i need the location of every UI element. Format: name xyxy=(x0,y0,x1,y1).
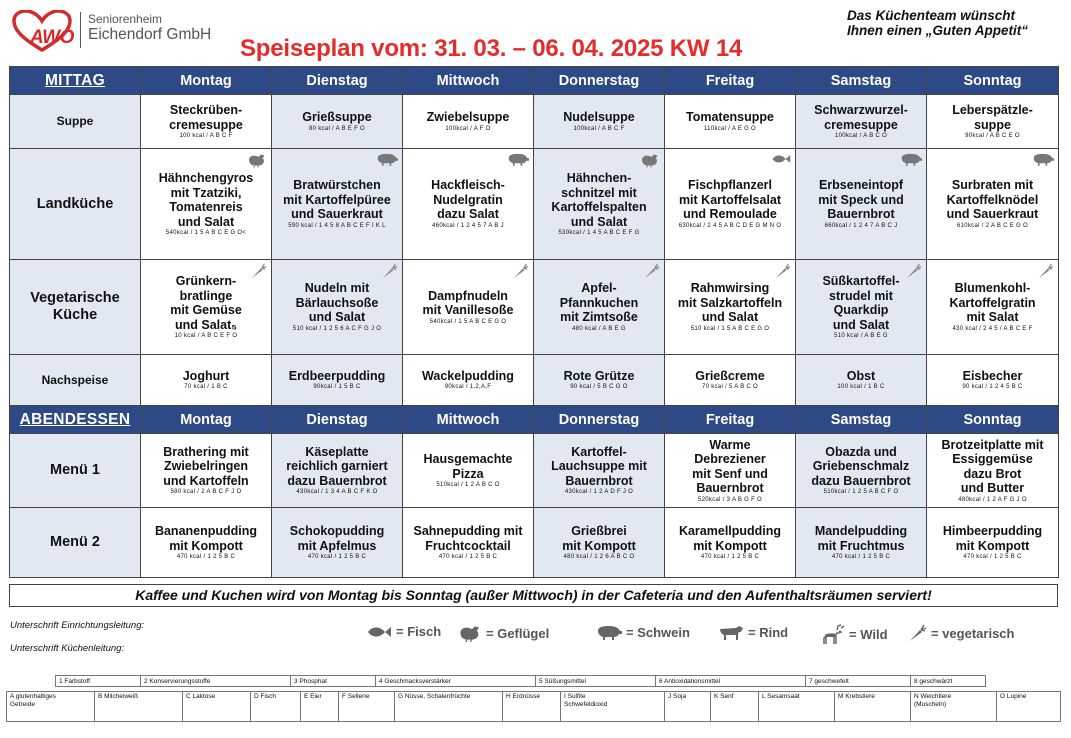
deer-icon xyxy=(821,624,845,644)
day-header: Freitag xyxy=(665,67,796,95)
logo-text: AWO xyxy=(30,27,74,48)
allergen-cell xyxy=(665,692,711,722)
menu-row xyxy=(10,260,1059,355)
section-label: ABENDESSEN xyxy=(10,406,141,434)
kcal-allergens: 100 kcal / A B C F xyxy=(179,133,233,139)
allergen-cell xyxy=(251,692,301,722)
kcal-allergens: 100kcal / A B C O xyxy=(834,133,888,139)
legend-beef-label: = Rind xyxy=(748,624,789,640)
kcal-allergens: 80 kcal / A B E F O xyxy=(308,125,366,132)
org-name-line1: Seniorenheim xyxy=(88,12,163,26)
cow-icon xyxy=(718,624,744,640)
day-header: Samstag xyxy=(796,67,927,95)
allergen-cell xyxy=(997,692,1061,722)
dish-name: Wackelpudding xyxy=(422,368,514,383)
menu-cell xyxy=(403,508,534,578)
carrot-icon xyxy=(644,263,660,284)
dish-name: Sahnepudding mit Fruchtcocktail xyxy=(413,524,523,553)
dish-name: Rahmwirsing mit Salzkartoffeln und Salat xyxy=(677,281,783,325)
kcal-allergens: 580 kcal / 2 A B C F J O xyxy=(170,489,242,496)
menu-cell xyxy=(141,260,272,355)
kcal-allergens: 90 kcal / 5 B C G O xyxy=(570,384,628,391)
kcal-allergens: 430 kcal / 2 4 5 / A B C E F xyxy=(952,325,1033,332)
dish-name: Obst xyxy=(846,368,876,383)
kcal-allergens: 590 kcal / 1 4 5 8 A B C E F I K L xyxy=(288,222,386,229)
dish-name: Steckrüben- cremesuppe xyxy=(169,103,243,132)
menu-cell xyxy=(927,260,1059,355)
allergen-cell xyxy=(95,692,183,722)
dish-name: Surbraten mit Kartoffelknödel und Sauerkraut xyxy=(946,178,1039,222)
allergen-cell xyxy=(911,692,997,722)
dish-name: Bananenpudding mit Kompott xyxy=(154,524,258,553)
kcal-allergens: 540kcal / 1 5 A B C E G O< xyxy=(165,230,247,236)
allergen-text: O Lupine xyxy=(1000,693,1027,700)
menu-cell xyxy=(796,355,927,406)
row-label: Nachspeise xyxy=(10,355,141,406)
additive-cell: 3 Phosphat xyxy=(291,676,376,687)
dish-name: Käseplatte reichlich garniert dazu Bauernbrot xyxy=(286,444,388,488)
signature-kitchen-label: Unterschrift Küchenleitung: xyxy=(10,643,125,654)
menu-cell xyxy=(403,260,534,355)
dish-name: Leberspätzle- suppe xyxy=(952,103,1033,132)
menu-cell xyxy=(272,355,403,406)
kcal-allergens: 470 kcal / 1 2 5 B C xyxy=(176,554,236,560)
dish-name: Joghurt xyxy=(182,368,230,383)
kcal-allergens: 480kcal / 1 2 A F G J O xyxy=(958,496,1027,503)
kcal-allergens: 510 kcal / 1 5 A B C E G O xyxy=(690,325,770,332)
carrot-icon xyxy=(382,263,398,284)
carrot-icon xyxy=(906,263,922,284)
day-header: Mittwoch xyxy=(403,406,534,434)
allergen-text: I Sulfite xyxy=(564,693,586,700)
dish-name: Karamellpudding mit Kompott xyxy=(678,524,782,553)
day-header: Sonntag xyxy=(927,406,1059,434)
menu-cell xyxy=(796,260,927,355)
menu-cell xyxy=(665,95,796,149)
menu-cell xyxy=(927,508,1059,578)
dish-name: Warme Debreziener mit Senf und Bauernbrot xyxy=(692,437,768,495)
carrot-icon xyxy=(513,263,529,284)
menu-cell xyxy=(272,149,403,260)
menu-row xyxy=(10,508,1059,578)
logo-divider xyxy=(80,12,81,48)
pig-icon xyxy=(376,152,398,171)
allergen-cell xyxy=(835,692,911,722)
abend-header-row xyxy=(10,406,1059,434)
additives-table xyxy=(55,675,986,687)
legend-veg xyxy=(909,624,1014,642)
allergen-text: K Senf xyxy=(714,693,734,700)
chicken-icon xyxy=(458,624,482,642)
dish-name: Brathering mit Zwiebelringen und Kartoffeln xyxy=(163,444,249,488)
menu-cell xyxy=(534,508,665,578)
dish-name: Kartoffel- Lauchsuppe mit Bauernbrot xyxy=(551,444,647,488)
menu-row xyxy=(10,95,1059,149)
menu-row xyxy=(10,434,1059,508)
legend-fish xyxy=(366,624,441,639)
carrot-icon xyxy=(909,624,927,642)
menu-cell xyxy=(534,355,665,406)
dish-name: Schwarzwurzel- cremesuppe xyxy=(814,103,908,132)
menu-cell xyxy=(927,355,1059,406)
menu-cell xyxy=(796,508,927,578)
section-label: MITTAG xyxy=(10,67,141,95)
kcal-allergens: 520kcal / 3 A B G F O xyxy=(698,496,762,503)
day-header: Donnerstag xyxy=(534,67,665,95)
additive-cell: 4 Geschmacksverstärker xyxy=(376,676,536,687)
kcal-allergens: 90kcal / 1,2,A,F xyxy=(444,384,492,391)
menu-table xyxy=(9,66,1059,578)
awo-logo xyxy=(12,10,232,52)
kcal-allergens: 470 kcal / 1 2 5 B C xyxy=(700,554,760,560)
kcal-allergens: 540kcal / 1 5 A B C E G O xyxy=(429,318,507,325)
fish-icon xyxy=(366,625,392,639)
dish-name: Grießsuppe xyxy=(302,110,372,125)
legend-poultry-label: = Geflügel xyxy=(486,625,550,641)
row-label: Menü 1 xyxy=(10,434,141,508)
menu-cell xyxy=(665,355,796,406)
kcal-allergens: 470 kcal / 1 2 5 B C xyxy=(307,554,367,560)
allergen-cell xyxy=(183,692,251,722)
menu-cell xyxy=(665,260,796,355)
menu-cell xyxy=(272,260,403,355)
allergen-cell xyxy=(395,692,503,722)
dish-name: Hackfleisch- Nudelgratin dazu Salat xyxy=(431,178,505,222)
menu-cell xyxy=(141,355,272,406)
legend-fish-label: = Fisch xyxy=(396,624,442,639)
kcal-allergens: 470 kcal / 1 2 5 B C xyxy=(963,554,1022,560)
allergen-text: F Sellerie xyxy=(342,693,370,700)
kcal-allergens: 90 kcal / 1 2 4 5 B C xyxy=(962,384,1023,391)
menu-cell xyxy=(534,149,665,260)
dish-name: Eisbecher xyxy=(962,368,1023,383)
dish-name: Nudelsuppe xyxy=(563,110,635,125)
allergen-text: M Krebstiere xyxy=(838,693,875,700)
allergen-cell xyxy=(503,692,561,722)
meat-legend xyxy=(366,624,1056,648)
legend-beef xyxy=(718,624,788,640)
dish-name: Blumenkohl- Kartoffelgratin mit Salat xyxy=(949,281,1036,325)
greeting xyxy=(847,8,1067,38)
legend-game-label: = Wild xyxy=(849,626,888,642)
menu-cell xyxy=(927,149,1059,260)
allergen-text: E Eier xyxy=(304,693,322,700)
menu-row xyxy=(10,355,1059,406)
allergen-text: N Weichtiere xyxy=(914,693,952,700)
legend-game xyxy=(821,624,888,644)
dish-name: Bratwürstchen mit Kartoffelpüree und Sauerkraut xyxy=(283,178,391,222)
org-name-line2: Eichendorf GmbH xyxy=(88,26,212,43)
allergen-cell xyxy=(711,692,759,722)
additive-cell: 6 Antioxidationsmittel xyxy=(656,676,806,687)
kcal-allergens: 460kcal / 1 2 4 5 7 A B J xyxy=(432,222,504,229)
kcal-allergens: 110kcal / A E G O xyxy=(703,125,756,132)
allergen-cell xyxy=(7,692,95,722)
mittag-header-row xyxy=(10,67,1059,95)
day-header: Dienstag xyxy=(272,67,403,95)
row-label: Landküche xyxy=(10,149,141,260)
dish-name: Tomatensuppe xyxy=(686,110,774,125)
additive-cell: 7 geschwefelt xyxy=(806,676,911,687)
additive-cell: 1 Farbstoff xyxy=(56,676,141,687)
kcal-allergens: 70 kcal / 5 A B C O xyxy=(701,384,759,391)
kcal-allergens: 430kcal / 1 2 A D F J O xyxy=(564,489,634,496)
allergen-text: D Fisch xyxy=(254,693,277,700)
allergens-table xyxy=(6,691,1061,722)
dish-name: Grießcreme xyxy=(695,368,765,383)
dish-name: Grießbrei mit Kompott xyxy=(562,524,636,553)
chicken-icon xyxy=(640,152,660,173)
day-header: Donnerstag xyxy=(534,406,665,434)
legend-poultry xyxy=(458,624,549,642)
dish-name: Erdbeerpudding xyxy=(288,368,386,383)
chicken-icon xyxy=(247,152,267,173)
additive-cell: 8 geschwärzt xyxy=(911,676,986,687)
allergen-text: G Nüsse, Schalenfrüchte xyxy=(398,693,471,700)
kcal-allergens: 510 kcal / A B E G xyxy=(834,333,888,339)
page-title: Speiseplan vom: 31. 03. – 06. 04. 2025 KW 14 xyxy=(240,35,743,62)
menu-cell xyxy=(403,355,534,406)
legend-veg-label: = vegetarisch xyxy=(931,625,1015,641)
kcal-allergens: 100kcal / A B C F xyxy=(573,125,625,132)
cafe-notice: Kaffee und Kuchen wird von Montag bis Sonntag (außer Mittwoch) in der Cafeteria und den Aufenthaltsräumen serviert! xyxy=(9,584,1058,607)
dish-name: Süßkartoffel- strudel mit Quarkdip und Salat xyxy=(822,274,900,332)
menu-cell xyxy=(927,95,1059,149)
dish-name: Hausgemachte Pizza xyxy=(423,452,513,481)
allergen-text: L Sesamsaat xyxy=(762,693,800,700)
menu-cell xyxy=(665,149,796,260)
dish-name: Zwiebelsuppe xyxy=(426,110,510,125)
pig-icon xyxy=(900,152,922,171)
day-header: Sonntag xyxy=(927,67,1059,95)
legend-pork-label: = Schwein xyxy=(626,624,690,640)
day-header: Mittwoch xyxy=(403,67,534,95)
menu-cell xyxy=(534,260,665,355)
dish-name: Grünkern- bratlinge mit Gemüse und Salat₅ xyxy=(170,274,242,332)
kcal-allergens: 510 kcal / 1 2 5 6 A C F G J O xyxy=(292,325,382,332)
legend-pork xyxy=(596,624,690,640)
menu-cell xyxy=(665,508,796,578)
pig-icon xyxy=(1032,152,1054,171)
greeting-line2: Ihnen einen „Guten Appetit“ xyxy=(847,23,1028,38)
row-label: Menü 2 xyxy=(10,508,141,578)
kcal-allergens: 660kcal / 1 2 4 7 A B C J xyxy=(824,222,898,229)
menu-cell xyxy=(403,434,534,508)
row-label: Vegetarische Küche xyxy=(10,260,141,355)
menu-cell xyxy=(796,95,927,149)
kcal-allergens: 70 kcal / 1 B C xyxy=(184,384,228,391)
menu-cell xyxy=(272,95,403,149)
dish-name: Schokopudding mit Apfelmus xyxy=(289,524,385,553)
dish-name: Obazda und Griebenschmalz dazu Bauernbrot xyxy=(811,444,911,488)
day-header: Samstag xyxy=(796,406,927,434)
signature-management-label: Unterschrift Einrichtungsleitung: xyxy=(10,620,145,631)
pig-icon xyxy=(507,152,529,171)
kcal-allergens: 470 kcal / 1 2 5 B C xyxy=(438,554,498,560)
menu-cell xyxy=(272,434,403,508)
dish-name: Rote Grütze xyxy=(563,368,635,383)
dish-name: Dampfnudeln mit Vanillesoße xyxy=(422,288,514,317)
dish-name: Nudeln mit Bärlauchsoße und Salat xyxy=(295,281,379,325)
allergen-text: Getreide xyxy=(10,701,35,708)
carrot-icon xyxy=(251,263,267,284)
additive-cell: 2 Konservierungsstoffe xyxy=(141,676,291,687)
allergen-text: B Milcheiweiß xyxy=(98,693,139,700)
menu-cell xyxy=(534,434,665,508)
menu-cell xyxy=(403,149,534,260)
kcal-allergens: 480 kcal / A B E G xyxy=(572,325,626,332)
kcal-allergens: 100 kcal / 1 B C xyxy=(837,384,885,391)
dish-name: Fischpflanzerl mit Kartoffelsalat und Remoulade xyxy=(678,178,782,222)
kcal-allergens: 530kcal / 1 4 5 A B C E F G xyxy=(558,230,640,236)
kcal-allergens: 430kcal / 1 3 4 A B C F K O xyxy=(296,489,378,496)
dish-name: Brotzeitplatte mit Essiggemüse dazu Brot und Butter xyxy=(941,437,1044,495)
menu-cell xyxy=(272,508,403,578)
menu-cell xyxy=(927,434,1059,508)
menu-cell xyxy=(141,434,272,508)
allergen-cell xyxy=(561,692,665,722)
carrot-icon xyxy=(775,263,791,284)
row-label: Suppe xyxy=(10,95,141,149)
menu-cell xyxy=(665,434,796,508)
pig-icon xyxy=(596,624,622,640)
fish-icon xyxy=(771,152,791,170)
kcal-allergens: 90kcal / A B C E O xyxy=(965,133,1020,139)
allergen-text: (Muscheln) xyxy=(914,701,947,708)
dish-name: Hähnchengyros mit Tzatziki, Tomatenreis und Salat xyxy=(158,171,254,229)
kcal-allergens: 510kcal / 1 2 5 A B C F O xyxy=(823,489,899,496)
allergen-text: H Erdnüsse xyxy=(506,693,540,700)
additive-cell: 5 Süßungsmittel xyxy=(536,676,656,687)
dish-name: Himbeerpudding mit Kompott xyxy=(942,524,1043,553)
dish-name: Erbseneintopf mit Speck und Bauernbrot xyxy=(818,178,904,222)
menu-cell xyxy=(403,95,534,149)
kcal-allergens: 610kcal / 2 A B C E G O xyxy=(957,222,1028,229)
menu-cell xyxy=(141,149,272,260)
allergen-text: J Soja xyxy=(668,693,687,700)
kcal-allergens: 510kcal / 1 2 A B C O xyxy=(436,482,500,488)
allergen-cell xyxy=(339,692,395,722)
allergen-cell xyxy=(301,692,339,722)
menu-row xyxy=(10,149,1059,260)
allergen-text: C Laktose xyxy=(186,693,216,700)
menu-cell xyxy=(796,149,927,260)
menu-cell xyxy=(141,95,272,149)
greeting-line1: Das Küchenteam wünscht xyxy=(847,8,1016,23)
dish-name: Mandelpudding mit Fruchtmus xyxy=(814,524,908,553)
carrot-icon xyxy=(1038,263,1054,284)
allergen-text: A glutenhaltiges xyxy=(10,693,56,700)
menu-cell xyxy=(796,434,927,508)
kcal-allergens: 10 kcal / A B C E F O xyxy=(174,333,238,339)
kcal-allergens: 470 kcal / 1 2 5 B C xyxy=(831,554,891,560)
allergen-cell xyxy=(759,692,835,722)
menu-cell xyxy=(534,95,665,149)
dish-name: Hähnchen- schnitzel mit Kartoffelspalten und Salat xyxy=(551,171,647,229)
dish-name: Apfel- Pfannkuchen mit Zimtsoße xyxy=(559,281,639,325)
allergen-text: Schwefeldioxid xyxy=(564,701,608,708)
kcal-allergens: 480 kcal / 1 2 6 A B C O xyxy=(563,554,635,560)
kcal-allergens: 630kcal / 2 4 5 A B C D E G M N O xyxy=(678,222,782,229)
day-header: Freitag xyxy=(665,406,796,434)
day-header: Dienstag xyxy=(272,406,403,434)
day-header: Montag xyxy=(141,67,272,95)
day-header: Montag xyxy=(141,406,272,434)
kcal-allergens: 100kcal / A F O xyxy=(445,125,491,132)
kcal-allergens: 90kcal / 1 5 B C xyxy=(313,384,361,391)
menu-cell xyxy=(141,508,272,578)
